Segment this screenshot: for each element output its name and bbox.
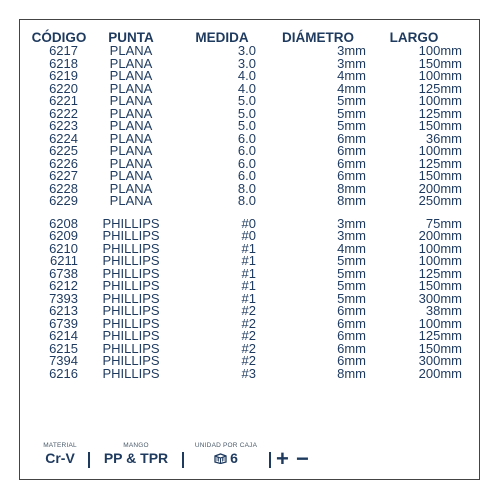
cell-largo: 125mm bbox=[418, 155, 462, 171]
footer-divider bbox=[182, 452, 184, 468]
cell-punta: PHILLIPS bbox=[102, 315, 160, 331]
cell-medida: 8.0 bbox=[237, 180, 256, 196]
cell-punta: PLANA bbox=[109, 80, 153, 96]
cell-codigo: 6229 bbox=[49, 193, 78, 208]
cell-diametro: 5mm bbox=[337, 278, 366, 293]
cell-punta: PLANA bbox=[109, 105, 153, 121]
cell-codigo: 6210 bbox=[49, 240, 78, 256]
cell-medida: 3.0 bbox=[237, 43, 256, 58]
cell-diametro: 6mm bbox=[337, 340, 366, 356]
cell-medida: 4.0 bbox=[237, 68, 256, 83]
cell-medida: 8.0 bbox=[237, 193, 256, 208]
cell-diametro: 8mm bbox=[337, 365, 366, 381]
cell-largo: 125mm bbox=[418, 105, 462, 121]
cell-codigo: 6739 bbox=[49, 315, 78, 331]
cell-diametro: 3mm bbox=[337, 43, 366, 58]
cell-largo: 100mm bbox=[418, 253, 462, 268]
cell-largo: 125mm bbox=[418, 328, 462, 343]
cell-medida: #1 bbox=[241, 265, 256, 281]
cell-largo: 150mm bbox=[418, 55, 462, 71]
cell-medida: 5.0 bbox=[237, 105, 256, 121]
cell-codigo: 6225 bbox=[49, 143, 78, 158]
cell-codigo: 6208 bbox=[49, 215, 78, 231]
cell-codigo: 6221 bbox=[49, 93, 78, 108]
table-row bbox=[30, 195, 462, 208]
unidad-value-wrap bbox=[186, 450, 266, 466]
cell-largo: 100mm bbox=[418, 68, 462, 83]
cell-diametro: 5mm bbox=[337, 290, 366, 306]
cell-diametro: 6mm bbox=[337, 315, 366, 331]
cell-largo: 150mm bbox=[418, 168, 462, 183]
cell-diametro: 5mm bbox=[337, 118, 366, 133]
plus-symbol: + bbox=[276, 446, 289, 471]
cell-codigo: 6209 bbox=[49, 228, 78, 243]
cell-codigo: 6228 bbox=[49, 180, 78, 196]
cell-diametro: 5mm bbox=[337, 93, 366, 108]
cell-medida: 4.0 bbox=[237, 80, 256, 96]
minus-symbol: − bbox=[296, 446, 309, 471]
cell-punta: PLANA bbox=[109, 43, 153, 58]
cell-punta: PHILLIPS bbox=[102, 253, 160, 268]
cell-largo: 200mm bbox=[418, 228, 462, 243]
cell-largo: 100mm bbox=[418, 43, 462, 58]
cell-punta: PHILLIPS bbox=[102, 340, 160, 356]
table-row bbox=[30, 368, 462, 381]
cell-punta: PHILLIPS bbox=[102, 278, 160, 293]
cell-diametro: 6mm bbox=[337, 130, 366, 146]
cell-punta: PHILLIPS bbox=[102, 290, 160, 306]
unidad-label: UNIDAD POR CAJA bbox=[194, 442, 258, 449]
cell-largo: 200mm bbox=[418, 180, 462, 196]
cell-punta: PLANA bbox=[109, 168, 153, 183]
unidad-block bbox=[186, 442, 266, 466]
cell-punta: PHILLIPS bbox=[102, 365, 160, 381]
cell-codigo: 6214 bbox=[49, 328, 78, 343]
cell-diametro: 8mm bbox=[337, 193, 366, 208]
cell-punta: PHILLIPS bbox=[102, 303, 160, 318]
cell-codigo: 6226 bbox=[49, 155, 78, 171]
cell-diametro: 6mm bbox=[337, 303, 366, 318]
cell-largo: 300mm bbox=[418, 290, 462, 306]
header-diametro: DIÁMETRO bbox=[282, 30, 354, 45]
cell-punta: PHILLIPS bbox=[102, 328, 160, 343]
phillips-tip-rows bbox=[30, 215, 462, 381]
header-largo: LARGO bbox=[389, 30, 439, 45]
cell-codigo: 6224 bbox=[49, 130, 78, 146]
cell-largo: 75mm bbox=[425, 215, 462, 231]
cell-punta: PLANA bbox=[109, 130, 153, 146]
cell-punta: PLANA bbox=[109, 118, 153, 133]
cell-codigo: 7393 bbox=[49, 290, 78, 306]
cell-diametro: 6mm bbox=[337, 168, 366, 183]
cell-medida: #2 bbox=[241, 353, 256, 368]
cell-punta: PHILLIPS bbox=[102, 215, 160, 231]
material-block bbox=[40, 442, 80, 466]
cell-largo: 250mm bbox=[418, 193, 462, 208]
cell-punta: PLANA bbox=[109, 155, 153, 171]
cell-codigo: 6213 bbox=[49, 303, 78, 318]
box-icon bbox=[214, 453, 227, 464]
cell-codigo: 6223 bbox=[49, 118, 78, 133]
cell-medida: #3 bbox=[241, 365, 256, 381]
cell-diametro: 4mm bbox=[337, 80, 366, 96]
cell-medida: #2 bbox=[241, 340, 256, 356]
cell-punta: PLANA bbox=[109, 68, 153, 83]
flat-tip-rows bbox=[30, 45, 462, 208]
cell-medida: #2 bbox=[241, 315, 256, 331]
material-value: Cr-V bbox=[45, 450, 75, 466]
header-codigo: CÓDIGO bbox=[31, 30, 87, 45]
cell-diametro: 6mm bbox=[337, 328, 366, 343]
cell-largo: 125mm bbox=[418, 265, 462, 281]
cell-diametro: 3mm bbox=[337, 215, 366, 231]
cell-medida: #1 bbox=[241, 290, 256, 306]
cell-largo: 200mm bbox=[418, 365, 462, 381]
cell-medida: 5.0 bbox=[237, 118, 256, 133]
cell-punta: PHILLIPS bbox=[102, 265, 160, 281]
unidad-value: 6 bbox=[230, 450, 238, 466]
cell-codigo: 6218 bbox=[49, 55, 78, 71]
cell-diametro: 4mm bbox=[337, 68, 366, 83]
cell-codigo: 6222 bbox=[49, 105, 78, 121]
cell-codigo: 6212 bbox=[49, 278, 78, 293]
cell-codigo: 7394 bbox=[49, 353, 78, 368]
cell-medida: #1 bbox=[241, 278, 256, 293]
footer-divider bbox=[269, 452, 271, 468]
cell-codigo: 6219 bbox=[49, 68, 78, 83]
mango-value: PP & TPR bbox=[103, 450, 169, 466]
cell-medida: #2 bbox=[241, 328, 256, 343]
footer-divider bbox=[88, 452, 90, 468]
cell-largo: 125mm bbox=[418, 80, 462, 96]
cell-medida: #1 bbox=[241, 253, 256, 268]
cell-codigo: 6220 bbox=[49, 80, 78, 96]
cell-codigo: 6216 bbox=[49, 365, 78, 381]
cell-diametro: 5mm bbox=[337, 253, 366, 268]
cell-largo: 150mm bbox=[418, 278, 462, 293]
cell-diametro: 8mm bbox=[337, 180, 366, 196]
cell-medida: 5.0 bbox=[237, 93, 256, 108]
cell-largo: 150mm bbox=[418, 340, 462, 356]
cell-medida: 3.0 bbox=[237, 55, 256, 71]
cell-codigo: 6738 bbox=[49, 265, 78, 281]
cell-largo: 100mm bbox=[418, 315, 462, 331]
cell-diametro: 3mm bbox=[337, 228, 366, 243]
cell-punta: PHILLIPS bbox=[102, 240, 160, 256]
cell-punta: PLANA bbox=[109, 55, 153, 71]
cell-medida: 6.0 bbox=[237, 130, 256, 146]
cell-medida: #1 bbox=[241, 240, 256, 256]
header-medida: MEDIDA bbox=[195, 30, 249, 45]
cell-largo: 100mm bbox=[418, 93, 462, 108]
cell-punta: PLANA bbox=[109, 193, 153, 208]
cell-largo: 300mm bbox=[418, 353, 462, 368]
cell-medida: 6.0 bbox=[237, 155, 256, 171]
cell-codigo: 6217 bbox=[49, 43, 78, 58]
cell-largo: 100mm bbox=[418, 143, 462, 158]
cell-codigo: 6215 bbox=[49, 340, 78, 356]
cell-medida: #0 bbox=[241, 228, 256, 243]
mango-block bbox=[94, 442, 178, 466]
cell-medida: #0 bbox=[241, 215, 256, 231]
cell-punta: PHILLIPS bbox=[102, 353, 160, 368]
cell-largo: 38mm bbox=[425, 303, 462, 318]
cell-punta: PLANA bbox=[109, 143, 153, 158]
mango-label: MANGO bbox=[123, 442, 149, 449]
cell-diametro: 6mm bbox=[337, 143, 366, 158]
cell-diametro: 6mm bbox=[337, 353, 366, 368]
cell-diametro: 5mm bbox=[337, 265, 366, 281]
header-punta: PUNTA bbox=[108, 30, 154, 45]
cell-punta: PHILLIPS bbox=[102, 228, 160, 243]
cell-punta: PLANA bbox=[109, 93, 153, 108]
cell-medida: 6.0 bbox=[237, 143, 256, 158]
cell-diametro: 6mm bbox=[337, 155, 366, 171]
spec-table bbox=[30, 30, 462, 380]
cell-diametro: 3mm bbox=[337, 55, 366, 71]
cell-diametro: 4mm bbox=[337, 240, 366, 256]
cell-punta: PLANA bbox=[109, 180, 153, 196]
material-label: MATERIAL bbox=[43, 442, 77, 449]
cell-largo: 150mm bbox=[418, 118, 462, 133]
cell-codigo: 6227 bbox=[49, 168, 78, 183]
cell-largo: 100mm bbox=[418, 240, 462, 256]
cell-codigo: 6211 bbox=[50, 253, 78, 268]
cell-largo: 36mm bbox=[425, 130, 462, 146]
cell-medida: 6.0 bbox=[237, 168, 256, 183]
cell-medida: #2 bbox=[241, 303, 256, 318]
cell-diametro: 5mm bbox=[337, 105, 366, 121]
